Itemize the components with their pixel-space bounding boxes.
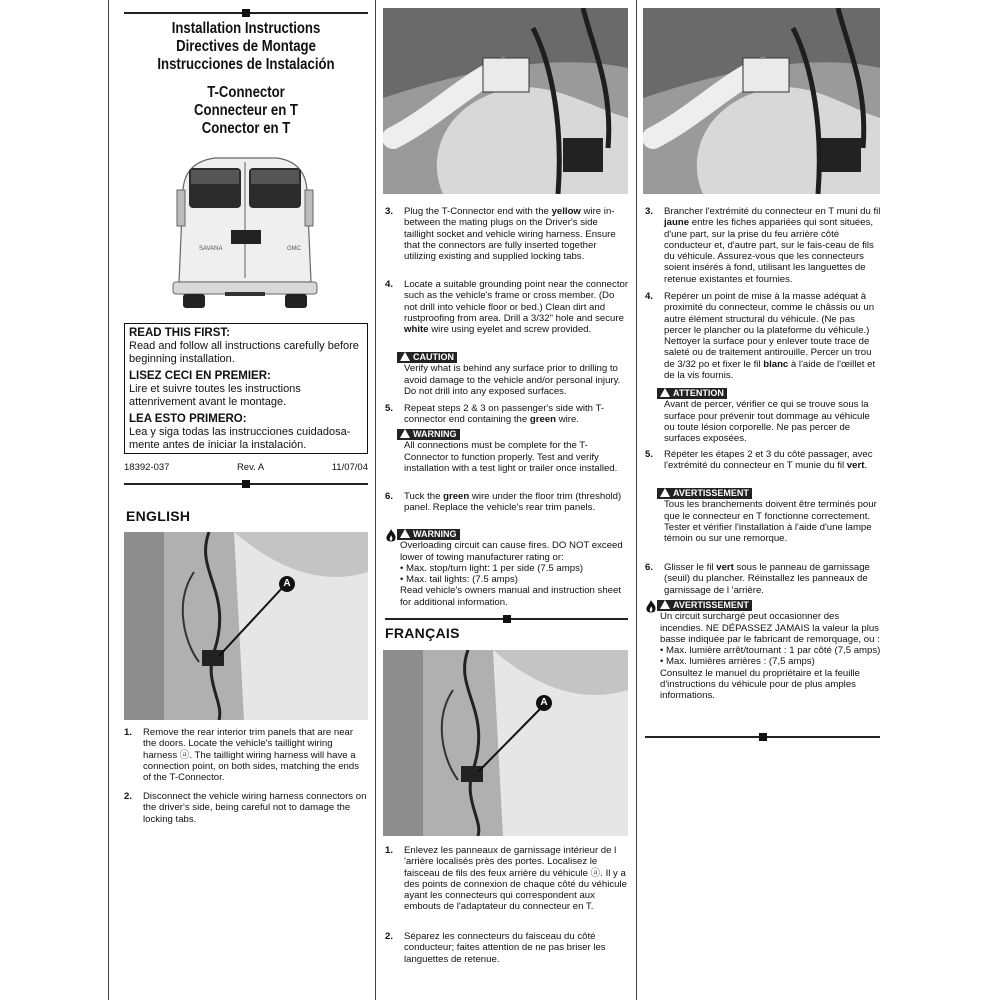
fr-attention: ATTENTION Avant de percer, vérifier ce qui se trouve sous la surface pour prévenir tout dommage au véhicule ou toute lésion corporelle. Ne pas percer de surfaces exposées.: [645, 386, 882, 444]
read-first-en-heading: READ THIS FIRST:: [129, 327, 230, 339]
column-divider-middle: [375, 0, 376, 1000]
warning-triangle-icon: [660, 388, 670, 397]
warning-triangle-icon: [400, 352, 410, 361]
en-warning-2: WARNING Overloading circuit can cause fires. DO NOT exceed lower of towing manufacturer rating or: • Max. stop/turn light: 1 per side (7.5 amps) • Max. tail lights: (7.5 amps) Read vehicle's owners manual and instruction sheet for additional information.: [385, 527, 630, 608]
read-first-fr-heading: LISEZ CECI EN PREMIER:: [129, 370, 271, 382]
fr-step-5: 5. Répéter les étapes 2 et 3 du côté passager, avec l'extrémité du connecteur en T munie du fil vert.: [645, 449, 873, 472]
avertissement-label: AVERTISSEMENT: [657, 600, 752, 611]
product-en: T-Connector: [207, 84, 285, 101]
english-heading: ENGLISH: [126, 508, 191, 524]
taillight-harness-photo-en: [124, 532, 368, 720]
fr-step-6: 6. Glisser le fil vert sous le panneau de garnissage (seuil) du plancher. Réinstallez les panneaux de garnissage de l 'arrière.: [645, 562, 870, 596]
warning-triangle-icon: [400, 529, 410, 538]
svg-text:SAVANA: SAVANA: [199, 246, 223, 252]
callout-a-en: A: [279, 576, 295, 592]
en-warning-1: WARNING All connections must be complete for the T-Connector to function properly. Test and verify installation with a test light or trailer once installed.: [385, 427, 630, 474]
warning-triangle-icon: [660, 600, 670, 609]
taillight-harness-photo-fr: [383, 650, 628, 836]
fr-step-1: 1. Enlevez les panneaux de garnissage intérieur de l 'arrière localisés près des portes. Localisez le faisceau de fils des feux arrière du véhicule ⓐ. Il y a des points de connexion de chaque côté du véhicule ayant les connecteurs qui correspondent aux embouts de l'adaptateur du connecteur en T.: [385, 845, 627, 913]
fr-avertissement-1: AVERTISSEMENT Tous les branchements doivent être terminés pour que le connecteur en T fonctionne correctement. Tester et vérifier l'installation à l'aide d'une lampe témoin ou sur une remorque.: [645, 486, 882, 544]
tconnector-plug-photo-fr: [643, 8, 880, 194]
en-step-1: 1. Remove the rear interior trim panels that are near the doors. Locate the vehicle's taillight wiring harness ⓐ. The taillight wiring harness will have a connection point, on both sides, matching the ends of the T-Connector.: [124, 727, 360, 784]
avertissement-label: AVERTISSEMENT: [657, 488, 752, 499]
product-fr: Connecteur en T: [194, 102, 298, 119]
fire-icon: [385, 529, 397, 543]
warning-triangle-icon: [400, 429, 410, 438]
en-step-2: 2. Disconnect the vehicle wiring harness connectors on the driver's side, being careful not to damage the locking tabs.: [124, 791, 367, 825]
fr-step-3: 3. Brancher l'extrémité du connecteur en T muni du fil jaune entre les fiches appariées qui sont situées, d'une part, sur la prise du feu arrière côté conducteur et, d'autre part, sur le fais-ceau de fils du véhicule. Assurez-vous que les connecteurs soient insérés à fond, utilisant les languettes de retenue existantes et fournies.: [645, 206, 881, 285]
svg-text:GMC: GMC: [287, 246, 301, 252]
french-end-rule: [645, 736, 880, 738]
read-first-es-heading: LEA ESTO PRIMERO:: [129, 413, 247, 425]
title-es: Instrucciones de Instalación: [157, 56, 335, 73]
en-step-6: 6. Tuck the green wire under the floor trim (threshold) panel. Replace the vehicle's rear trim panels.: [385, 491, 622, 514]
tconnector-plug-photo-en: [383, 8, 628, 194]
fr-step-2: 2. Séparez les connecteurs du faisceau du côté conducteur; faites attention de ne pas briser les languettes de retenue.: [385, 931, 606, 965]
read-first-en-body: Read and follow all instructions carefully before beginning installation.: [129, 340, 359, 365]
en-step-4: 4. Locate a suitable grounding point near the connector such as the vehicle's frame or cross member. (Do not drill into vehicle floor or bed.) Clean dirt and rustproofing from area. Drill a 3/32" hole and secure white wire using eyelet and screw provided.: [385, 279, 629, 336]
fire-icon: [645, 600, 657, 614]
warning-label: WARNING: [397, 429, 460, 440]
attention-label: ATTENTION: [657, 388, 727, 399]
fr-step-4: 4. Repérer un point de mise à la masse adéquat à proximité du connecteur, comme le châssis ou un autre élément structural du véhicule. (Ne pas percer le plancher ou la plateforme du véhicule.) Nettoyer la surface pour y enlever toute trace de saleté ou de traitement antirouille. Percer un trou de 3/32 po et fixer le fil blanc à l'aide de l'œillet et de la vis fournis.: [645, 291, 876, 382]
warning-label: WARNING: [397, 529, 460, 540]
product-es: Conector en T: [201, 120, 291, 137]
title-block: [124, 20, 368, 138]
caution-label: CAUTION: [397, 352, 457, 363]
title-fr: Directives de Montage: [176, 38, 316, 55]
van-image: [165, 150, 325, 310]
fr-avertissement-2: AVERTISSEMENT Un circuit surchargé peut occasionner des incendies. NE DÉPASSEZ JAMAIS la valeur la plus basse indiquée par le fabricant de remorquage, ou : • Max. lumière arrêt/tournant : 1 par côté (7,5 amps) • Max. lumières arrières : (7,5 amps) Consultez le manuel du propriétaire et la feuille d'instructions du véhicule pour de plus amples informations.: [645, 598, 882, 702]
en-step-3: 3. Plug the T-Connector end with the yellow wire in-between the mating plugs on the Driver's side taillight socket and vehicle wiring harness. Ensure that the connectors are fully inserted together utilizing existing and supplied locking tabs.: [385, 206, 616, 263]
english-end-rule: [385, 618, 628, 620]
en-step-5: 5. Repeat steps 2 & 3 on passenger's side with T-connector end containing the green wire.: [385, 403, 605, 426]
date: 11/07/04: [331, 462, 368, 473]
read-first-es-body: Lea y siga todas las instrucciones cuidadosa-mente antes de iniciar la instalación.: [129, 426, 351, 451]
document-meta: [124, 462, 368, 473]
top-rule-col1: [124, 12, 368, 14]
read-first-box: [124, 323, 368, 454]
revision: Rev. A: [236, 462, 265, 473]
warning-triangle-icon: [660, 488, 670, 497]
read-first-fr-body: Lire et suivre toutes les instructions attenrivement avant le montage.: [129, 383, 301, 408]
column-divider-left: [108, 0, 109, 1000]
callout-a-fr: A: [536, 695, 552, 711]
column-divider-right: [636, 0, 637, 1000]
en-caution: CAUTION Verify what is behind any surface prior to drilling to avoid damage to the vehicle and/or personal injury. Do not drill into any exposed surfaces.: [385, 350, 630, 397]
title-en: Installation Instructions: [171, 20, 321, 37]
part-number: 18392-037: [124, 462, 170, 473]
meta-rule: [124, 483, 368, 485]
francais-heading: FRANÇAIS: [385, 625, 460, 641]
